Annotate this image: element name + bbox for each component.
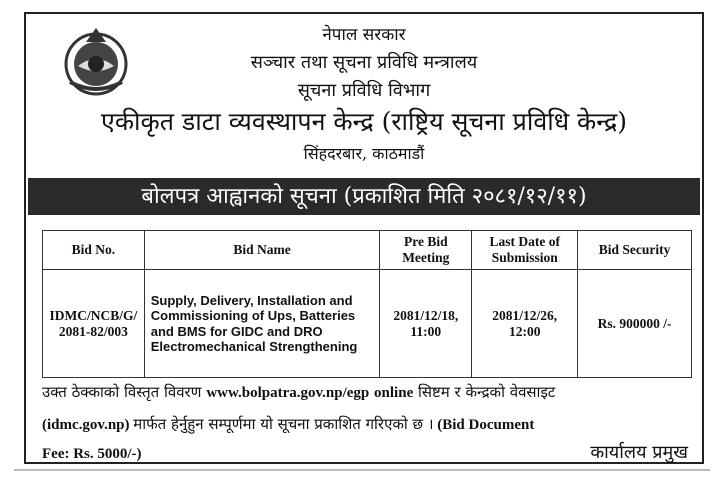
office-location: सिंहदरबार, काठमाडौं <box>303 144 425 163</box>
body-text: सिष्टम र केन्द्रको वेवसाइट <box>418 383 556 401</box>
header-last-date: Last Date of Submission <box>472 231 578 270</box>
body-text: उक्त ठेक्काको विस्तृत विवरण <box>42 383 202 401</box>
last-date-cell: 2081/12/26, 12:00 <box>472 270 578 378</box>
body-line-3: Fee: Rs. 5000/-) <box>42 446 142 462</box>
body-text: (Bid Document <box>437 417 535 433</box>
pre-bid-cell: 2081/12/18, 11:00 <box>380 270 472 378</box>
bid-name-cell: Supply, Delivery, Installation and Commissioning of Ups, Batteries and BMS for GIDC and DRO Electromechanical Strengthening <box>144 270 380 378</box>
header-bid-no: Bid No. <box>43 231 145 270</box>
table-header-row <box>43 231 692 270</box>
table-row <box>43 270 692 378</box>
idmc-site-link[interactable]: (idmc.gov.np) <box>42 417 130 433</box>
body-line-1 <box>42 382 692 402</box>
header-bid-name: Bid Name <box>144 231 380 270</box>
ministry-name: सञ्चार तथा सूचना प्रविधि मन्त्रालय <box>250 52 478 73</box>
body-text: online <box>374 385 414 401</box>
body-line-2 <box>42 414 692 434</box>
government-name: नेपाल सरकार <box>322 25 406 45</box>
header-bid-security: Bid Security <box>578 231 692 270</box>
bid-table <box>42 230 692 378</box>
center-name: एकीकृत डाटा व्यवस्थापन केन्द्र (राष्ट्रिय सूचना प्रविधि केन्द्र) <box>101 107 627 136</box>
body-text: मार्फत हेर्नुहुन सम्पूर्णमा यो सूचना प्रकाशित गरिएको छ । <box>133 415 434 433</box>
notice-frame <box>24 12 704 464</box>
header-pre-bid-meeting: Pre Bid Meeting <box>380 231 472 270</box>
bid-security-cell: Rs. 900000 /- <box>578 270 692 378</box>
department-name: सूचना प्रविधि विभाग <box>297 80 431 101</box>
bottom-divider <box>14 469 710 471</box>
bolpatra-link[interactable]: www.bolpatra.gov.np/egp <box>206 385 370 401</box>
bid-no-cell: IDMC/NCB/G/2081-82/003 <box>43 270 145 378</box>
notice-title-banner: बोलपत्र आह्वानको सूचना (प्रकाशित मिति २०८१/१२/११) <box>28 178 700 215</box>
signatory-title: कार्यालय प्रमुख <box>590 442 688 463</box>
